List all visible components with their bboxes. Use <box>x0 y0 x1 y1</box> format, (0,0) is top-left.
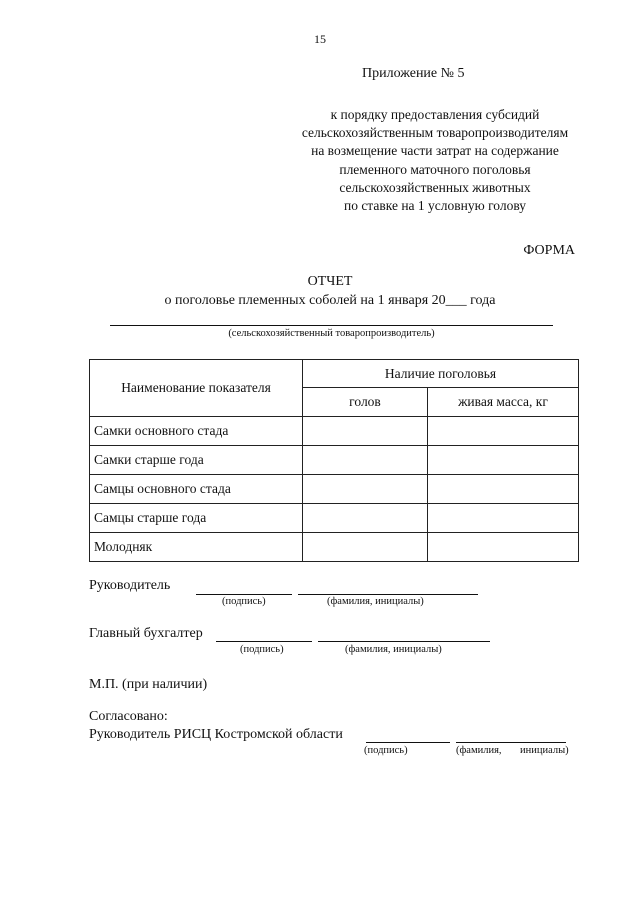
risc-signature-caption: (подпись) <box>364 745 408 756</box>
table-row <box>90 475 579 504</box>
page-number: 15 <box>314 32 326 46</box>
report-subtitle: о поголовье племенных соболей на 1 января 20___ года <box>164 293 496 308</box>
head-name-caption: (фамилия, инициалы) <box>327 596 424 607</box>
report-table <box>89 359 579 562</box>
appendix-subtitle-line: сельскохозяйственным товаропроизводителям <box>301 125 569 141</box>
col-header-mass: живая масса, кг <box>428 388 579 417</box>
table-row <box>90 446 579 475</box>
cell-heads[interactable] <box>303 417 428 446</box>
head-signature-line[interactable] <box>196 594 292 595</box>
appendix-title: Приложение № 5 <box>362 66 465 81</box>
appendix-subtitle-line: по ставке на 1 условную голову <box>343 198 527 214</box>
row-label: Молодняк <box>90 533 303 562</box>
table-row <box>90 533 579 562</box>
accountant-name-line[interactable] <box>318 641 490 642</box>
cell-heads[interactable] <box>303 446 428 475</box>
risc-name-line[interactable] <box>456 742 566 743</box>
cell-mass[interactable] <box>428 446 579 475</box>
cell-heads[interactable] <box>303 504 428 533</box>
appendix-subtitle-line: к порядку предоставления субсидий <box>330 107 540 122</box>
accountant-signature-line[interactable] <box>216 641 312 642</box>
form-label: ФОРМА <box>523 243 575 258</box>
cell-heads[interactable] <box>303 475 428 504</box>
risc-name-caption: инициалы) <box>520 745 569 756</box>
accountant-label: Главный бухгалтер <box>89 626 203 641</box>
accountant-signature-caption: (подпись) <box>240 644 284 655</box>
row-label: Самцы основного стада <box>90 475 303 504</box>
appendix-subtitle-line: сельскохозяйственных животных <box>339 179 531 195</box>
col-header-group: Наличие поголовья <box>303 360 579 388</box>
risc-head-label: Руководитель РИСЦ Костромской области <box>89 727 343 742</box>
accountant-name-caption: (фамилия, инициалы) <box>345 644 442 655</box>
head-signature-caption: (подпись) <box>222 596 266 607</box>
producer-caption: (сельскохозяйственный товаропроизводитель) <box>228 328 435 339</box>
cell-mass[interactable] <box>428 533 579 562</box>
cell-mass[interactable] <box>428 417 579 446</box>
row-label: Самцы старше года <box>90 504 303 533</box>
col-header-heads: голов <box>303 388 428 417</box>
col-header-name: Наименование показателя <box>90 360 303 417</box>
risc-signature-line[interactable] <box>366 742 450 743</box>
table-row <box>90 417 579 446</box>
producer-fill-line <box>110 325 553 326</box>
head-name-line[interactable] <box>298 594 478 595</box>
appendix-subtitle <box>240 106 630 215</box>
row-label: Самки основного стада <box>90 417 303 446</box>
report-title: ОТЧЕТ <box>307 274 353 289</box>
appendix-subtitle-line: на возмещение части затрат на содержание <box>311 143 559 159</box>
cell-mass[interactable] <box>428 504 579 533</box>
cell-mass[interactable] <box>428 475 579 504</box>
stamp-note: М.П. (при наличии) <box>89 677 208 692</box>
table-row <box>90 504 579 533</box>
risc-name-caption: (фамилия, <box>456 745 502 756</box>
cell-heads[interactable] <box>303 533 428 562</box>
agreed-label: Согласовано: <box>89 709 168 724</box>
head-label: Руководитель <box>89 578 171 593</box>
appendix-subtitle-line: племенного маточного поголовья <box>339 161 531 177</box>
row-label: Самки старше года <box>90 446 303 475</box>
